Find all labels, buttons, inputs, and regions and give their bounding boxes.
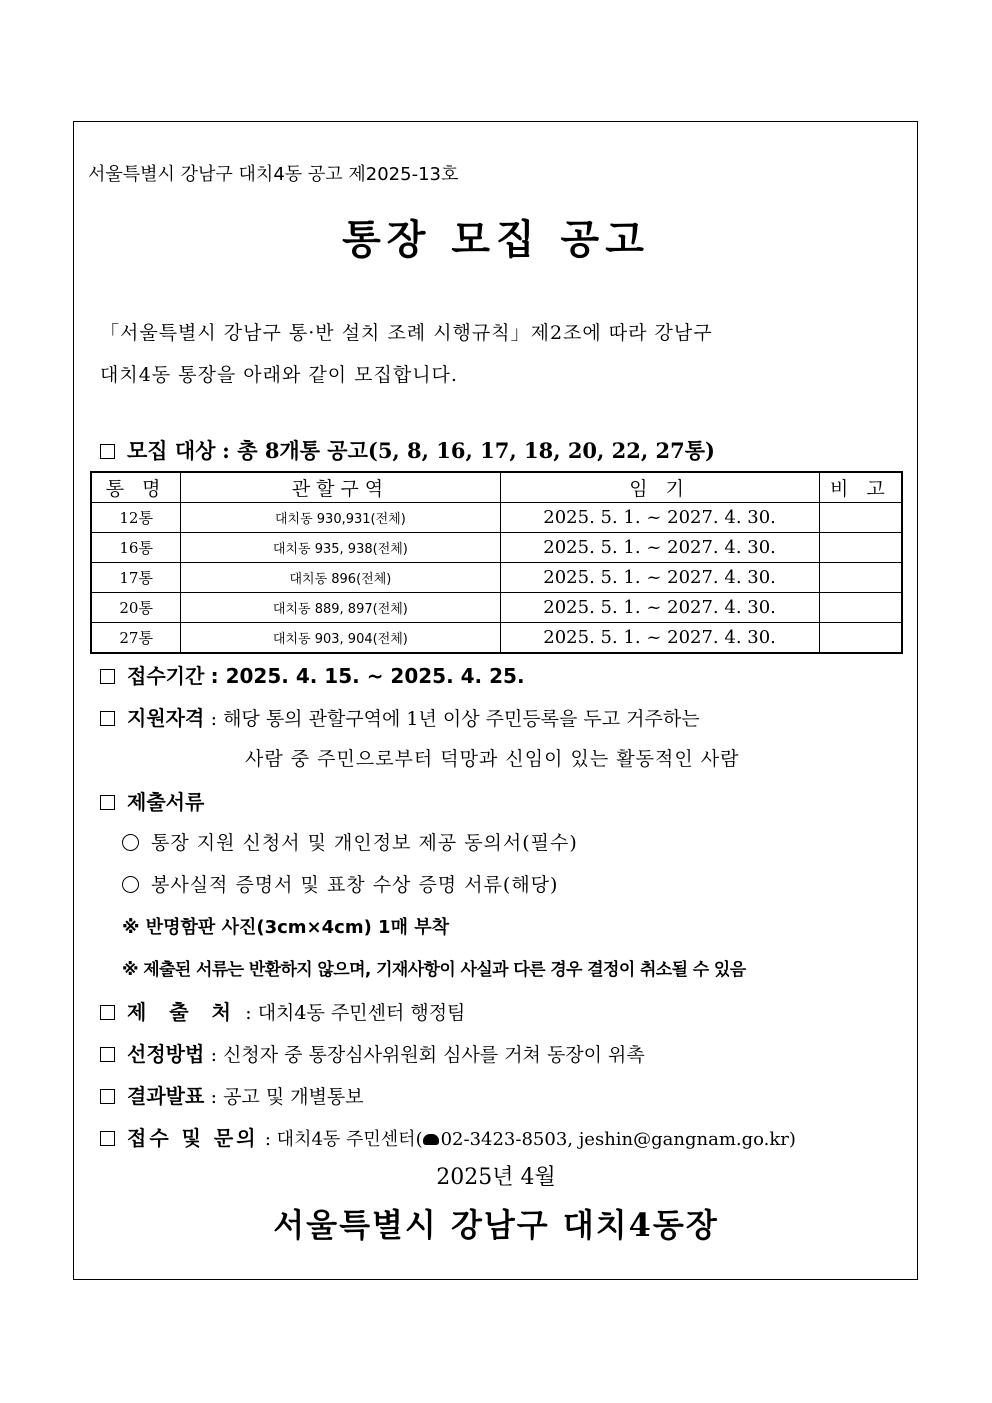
section-label: 제 출 처	[127, 1000, 239, 1024]
table-row	[91, 593, 902, 623]
section-contact	[100, 1122, 796, 1151]
checkbox-icon	[100, 1131, 115, 1146]
table-row	[91, 533, 902, 563]
cell-area: 대치동 935, 938(전체)	[181, 533, 500, 563]
table-row	[91, 623, 902, 654]
cell-area: 대치동 889, 897(전체)	[181, 593, 500, 623]
section-submit-place	[100, 996, 465, 1025]
header-term: 임 기	[500, 472, 819, 503]
document-item-text: 통장 지원 신청서 및 개인정보 제공 동의서(필수)	[151, 832, 578, 854]
intro-line-1: 「서울특별시 강남구 통·반 설치 조례 시행규칙」제2조에 따라 강남구	[100, 322, 713, 344]
section-label: 지원자격	[127, 706, 205, 730]
section-documents	[100, 786, 204, 815]
document-item-1	[122, 828, 578, 855]
cell-term: 2025. 5. 1. ~ 2027. 4. 30.	[500, 593, 819, 623]
section-label: 접수 및 문의	[127, 1126, 259, 1150]
header-area: 관할구역	[181, 472, 500, 503]
recruit-table	[90, 471, 903, 654]
section-selection	[100, 1038, 645, 1067]
cell-tong: 27통	[91, 623, 181, 654]
section-value: : 2025. 4. 15. ~ 2025. 4. 25.	[210, 664, 525, 688]
section-result	[100, 1080, 364, 1109]
documents-note-2: ※ 제출된 서류는 반환하지 않으며, 기재사항이 사실과 다른 경우 결정이 취소될 수 있음	[122, 960, 746, 980]
section-label: 결과발표	[127, 1084, 205, 1108]
cell-area: 대치동 896(전체)	[181, 563, 500, 593]
checkbox-icon	[100, 1005, 115, 1020]
section-label: 제출서류	[127, 790, 205, 814]
section-qualification	[100, 702, 700, 731]
cell-term: 2025. 5. 1. ~ 2027. 4. 30.	[500, 623, 819, 654]
section-value: 02-3423-8503, jeshin@gangnam.go.kr)	[440, 1129, 796, 1150]
document-item-text: 봉사실적 증명서 및 표창 수상 증명 서류(해당)	[151, 874, 559, 896]
intro-line-2: 대치4동 통장을 아래와 같이 모집합니다.	[100, 364, 458, 386]
section-label: 접수기간	[127, 664, 205, 688]
phone-icon	[423, 1134, 439, 1145]
section-label: 선정방법	[127, 1042, 205, 1066]
cell-area: 대치동 930,931(전체)	[181, 503, 500, 533]
document-item-2	[122, 870, 558, 897]
checkbox-icon	[100, 669, 115, 684]
notice-number: 서울특별시 강남구 대치4동 공고 제2025-13호	[88, 164, 459, 185]
cell-term: 2025. 5. 1. ~ 2027. 4. 30.	[500, 563, 819, 593]
circle-bullet-icon	[122, 876, 139, 893]
page-title: 통장 모집 공고	[342, 216, 650, 263]
issuer-name: 서울특별시 강남구 대치4동장	[273, 1206, 719, 1244]
section-period	[100, 660, 525, 689]
cell-tong: 12통	[91, 503, 181, 533]
documents-note-1: ※ 반명함판 사진(3cm×4cm) 1매 부착	[122, 917, 450, 938]
cell-tong: 20통	[91, 593, 181, 623]
table-row	[91, 563, 902, 593]
section-value: : 신청자 중 통장심사위원회 심사를 거쳐 동장이 위촉	[210, 1044, 645, 1066]
cell-tong: 16통	[91, 533, 181, 563]
section-target	[100, 435, 715, 465]
cell-note	[819, 563, 902, 593]
section-label: 모집 대상	[127, 438, 216, 463]
section-value: : 총 8개통 공고(5, 8, 16, 17, 18, 20, 22, 27통)	[222, 438, 715, 463]
qualification-line-2: 사람 중 주민으로부터 덕망과 신임이 있는 활동적인 사람	[245, 748, 740, 770]
cell-term: 2025. 5. 1. ~ 2027. 4. 30.	[500, 533, 819, 563]
header-tong: 통 명	[91, 472, 181, 503]
cell-note	[819, 623, 902, 654]
table-header-row	[91, 472, 902, 503]
section-value: : 대치4동 주민센터 행정팀	[245, 1002, 466, 1024]
cell-note	[819, 593, 902, 623]
table-row	[91, 503, 902, 533]
notice-date: 2025년 4월	[436, 1165, 556, 1190]
checkbox-icon	[100, 711, 115, 726]
section-value: : 해당 통의 관할구역에 1년 이상 주민등록을 두고 거주하는	[210, 708, 700, 730]
checkbox-icon	[100, 444, 115, 459]
circle-bullet-icon	[122, 834, 139, 851]
cell-note	[819, 533, 902, 563]
cell-area: 대치동 903, 904(전체)	[181, 623, 500, 654]
checkbox-icon	[100, 1089, 115, 1104]
cell-term: 2025. 5. 1. ~ 2027. 4. 30.	[500, 503, 819, 533]
checkbox-icon	[100, 1047, 115, 1062]
cell-tong: 17통	[91, 563, 181, 593]
section-value-prefix: : 대치4동 주민센터(	[264, 1129, 423, 1150]
header-note: 비 고	[819, 472, 902, 503]
cell-note	[819, 503, 902, 533]
checkbox-icon	[100, 795, 115, 810]
section-value: : 공고 및 개별통보	[210, 1086, 364, 1108]
